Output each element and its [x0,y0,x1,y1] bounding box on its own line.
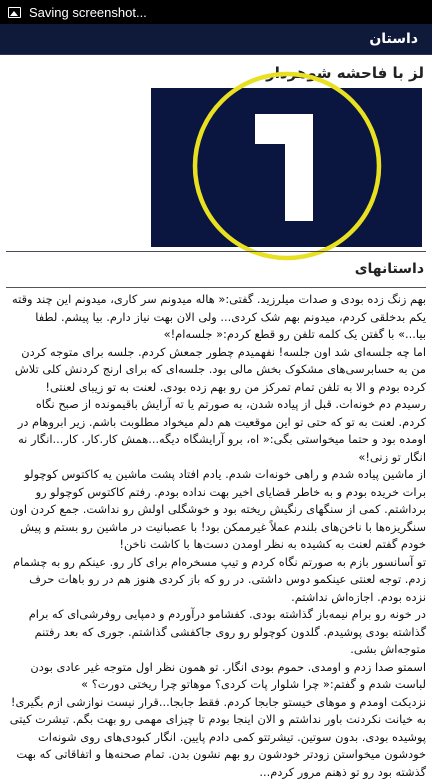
post-thumbnail[interactable] [151,88,422,247]
app-bar [0,24,432,55]
story-paragraph: تو آسانسور بازم به صورتم نگاه کردم و تیپ مسخره‌ام برای کار رو. عینکم رو به چشمام زدم. توجه لعنتی عینکمو دوس داشتی. در رو که باز کردی هنوز هم در رو باهات حرف نزده بودم. اجازه‌اش نداشتم. [6,554,426,607]
section-title: داستانهای [8,261,424,277]
story-paragraph: از ماشین پیاده شدم و راهی خونه‌ات شدم. یادم افتاد پشت ماشین یه کاکتوس کوچولو برات خریده بودم و به خاطر قضایای اخیر بهت نداده بودم. رفتم کاکتوس کوچولو رو برداشتم. کمی از سنگهای رنگیش ریخته بود و خوشگلی اولش رو نداشت. جمع کردن اون سنگریزه‌ها با ناخن‌های بلندم عملاً غیرممکن بود! با عصبانیت در ماشین رو بستم و پیش خودم گفتم لعنت به کشیده به نظر اومدن دست‌ها با کاشت ناخن! [6,466,426,554]
channel-one-logo [151,88,422,247]
story-paragraph: اسمتو صدا زدم و اومدی. حموم بودی انگار. تو همون نظر اول متوجه غیر عادی بودن لباست شدم و گفتم:« چرا شلوار پات کردی؟ موهاتو چرا ریختی دورت؟ » [6,659,426,694]
status-text: Saving screenshot... [29,5,147,20]
image-notification-icon [8,7,21,18]
divider [6,251,426,252]
divider [6,287,426,288]
story-paragraph: نزدیکت اومدم و موهای خیستو جابجا کردم. فقط جابجا...قرار نیست نوازشی ازم بگیری! به خیانت نکردنت باور نداشتم و الان اینجا بودم تا چیزای مهمی رو بهت بگم. تیشرت کیتی پوشیده بودی. بدون سوتین. تیشرتتو کمی دادم پایین. انگار کبودی‌های روی شونه‌ات خودشون میخواستن زودتر خودشون رو بهم نشون بدن. تمام صحنه‌ها و اتفاقاتی که بهت گذشته بود رو تو ذهنم مرور کردم... [6,694,426,781]
story-body [6,291,426,781]
story-paragraph: بهم زنگ زده بودی و صدات میلرزید. گفتی:« هاله میدونم سر کاری، میدونم این چند وقته یکم بدخلقی کردم، میدونم بهم شک کردی... ولی الان بهت نیاز دارم. بیا پیشم. لطفا بیا...» با گفتن یک کلمه تلفن رو قطع کردم:« جلسه‌ام!» [6,291,426,344]
app-title: داستان [369,31,418,47]
story-paragraph: رسیدم دم خونه‌ات. قبل از پیاده شدن، به صورتم یا ته آرایش باقیمونده از صبح نگاه کردم. لعنت به تو که حتی تو این موقعیت هم دلم میخواد مطلوبت باشم. زیر ابروهام در اومده بود و حتما میخواستی بگی:« اه، برو آرایشگاه دیگه...همش کار.کار. کار...انگار نه انگار تو زنی!» [6,396,426,466]
story-paragraph: در خونه رو برام نیمه‌باز گذاشته بودی. کفشامو درآوردم و دمپایی روفرشی‌ای که برام گذاشته بودی پوشیدم. گلدون کوچولو رو روی جاکفشی گذاشتم. جوری که بعد رفتنم متوجه‌اش بشی. [6,606,426,659]
post-title: لز با فاحشه شوهردار [8,64,424,82]
article-content[interactable] [0,55,432,768]
story-paragraph: اما چه جلسه‌ای شد اون جلسه! نفهمیدم چطور جمعش کردم. جلسه برای متوجه کردن من به حسابرسی‌های مشکوک بخش مالی بود. جلسه‌ای که برای ارنج کردنش کلی تلاش کرده بودم و الا به تلفن تمام تمرکز من رو بهم زده بودی. لعنت به تو زیبای لعنتی! [6,344,426,397]
status-bar [0,0,432,24]
